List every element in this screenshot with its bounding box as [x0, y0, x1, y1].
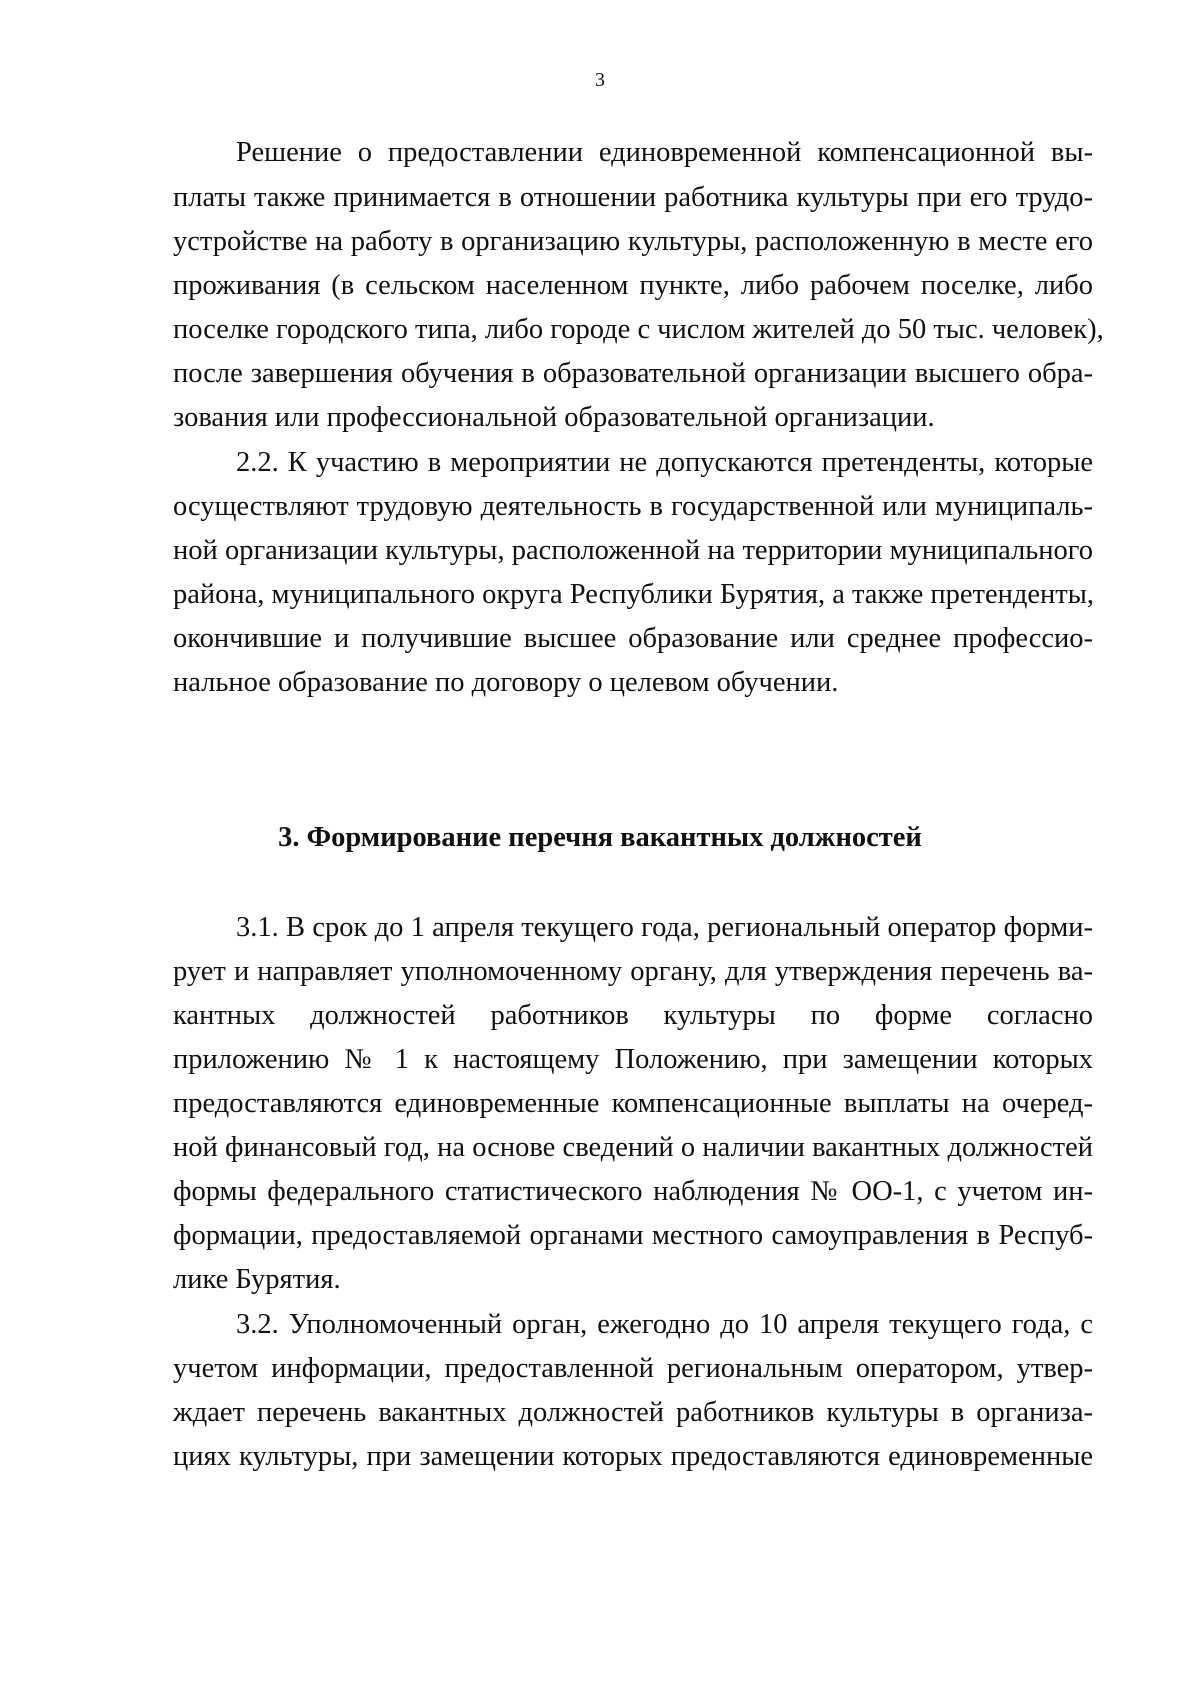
text-line: 2.2. К участию в мероприятии не допускаются претенденты, которые: [236, 447, 1093, 478]
text-line: нальное образование по договору о целевом обучении.: [173, 667, 839, 698]
text-line: рует и направляет уполномоченному органу, для утверждения перечень ва-: [173, 956, 1093, 987]
text-line: Решение о предоставлении единовременной компенсационной вы-: [236, 137, 1093, 168]
text-line: ной финансовый год, на основе сведений о наличии вакантных должностей: [173, 1132, 1093, 1163]
text-line: зования или профессиональной образовательной организации.: [173, 402, 935, 433]
text-line: района, муниципального округа Республики Бурятия, а также претенденты,: [173, 579, 1094, 610]
text-line: окончившие и получившие высшее образование или среднее профессио-: [173, 623, 1093, 654]
text-line: 3.1. В срок до 1 апреля текущего года, региональный оператор форми-: [236, 912, 1093, 943]
text-line: циях культуры, при замещении которых предоставляются единовременные: [173, 1441, 1093, 1472]
text-line: предоставляются единовременные компенсационные выплаты на очеред-: [173, 1088, 1093, 1119]
text-line: поселке городского типа, либо городе с числом жителей до 50 тыс. человек),: [173, 314, 1104, 345]
text-line: платы также принимается в отношении работника культуры при его трудо-: [173, 182, 1093, 213]
section-heading: 3. Формирование перечня вакантных должностей: [278, 822, 922, 853]
text-line: ной организации культуры, расположенной на территории муниципального: [173, 535, 1093, 566]
page-number: 3: [595, 69, 605, 91]
text-line: ждает перечень вакантных должностей работников культуры в организа-: [173, 1397, 1093, 1428]
text-line: проживания (в сельском населенном пункте, либо рабочем поселке, либо: [173, 270, 1093, 301]
text-line: осуществляют трудовую деятельность в государственной или муниципаль-: [173, 491, 1093, 522]
text-line: учетом информации, предоставленной региональным оператором, утвер-: [173, 1353, 1093, 1384]
text-line: формы федерального статистического наблюдения № ОО-1, с учетом ин-: [173, 1176, 1093, 1207]
text-line: устройстве на работу в организацию культуры, расположенную в месте его: [173, 226, 1093, 257]
text-line: лике Бурятия.: [173, 1264, 341, 1295]
text-line: формации, предоставляемой органами местного самоуправления в Респуб-: [173, 1220, 1093, 1251]
text-line: 3.2. Уполномоченный орган, ежегодно до 10 апреля текущего года, с: [236, 1309, 1093, 1340]
text-line: приложению № 1 к настоящему Положению, при замещении которых: [173, 1044, 1093, 1075]
text-line: кантных должностей работников культуры по форме согласно: [173, 1000, 1093, 1031]
text-line: после завершения обучения в образовательной организации высшего обра-: [173, 358, 1093, 389]
